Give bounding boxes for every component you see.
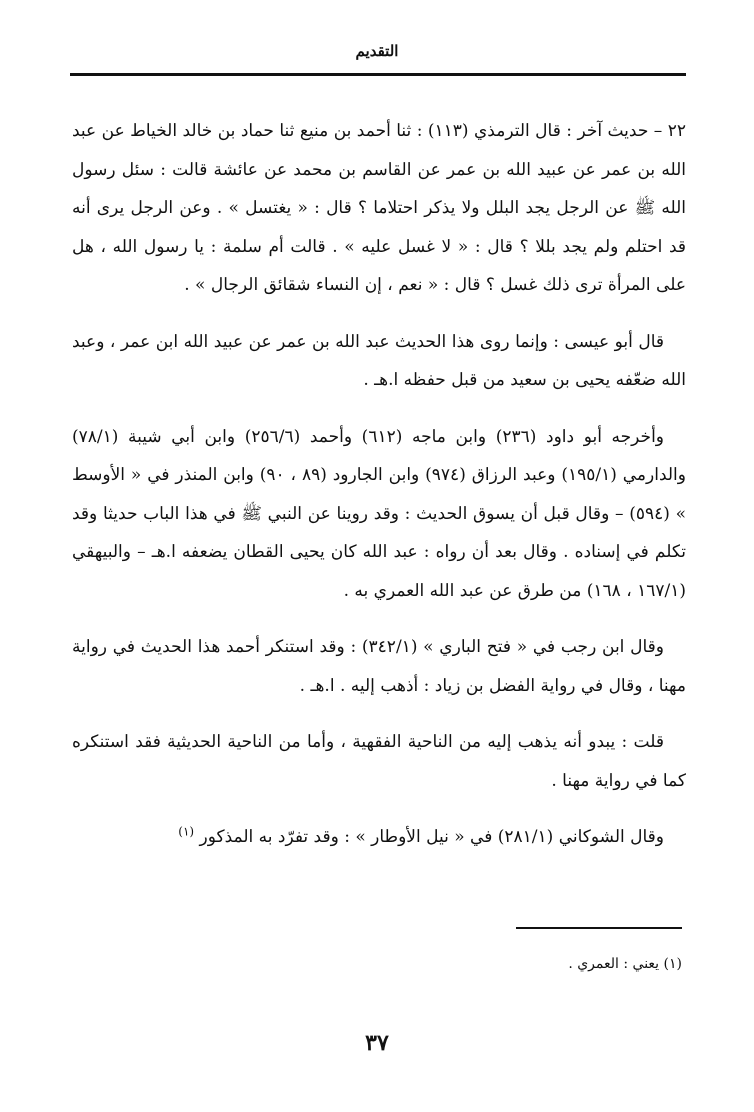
running-header: التقديم <box>355 42 399 60</box>
shawkani-text: وقال الشوكاني (٢٨١/١) في « نيل الأوطار » : وقد تفرّد به المذكور <box>199 827 664 847</box>
footnote-marker: (١) <box>178 824 195 839</box>
header-rule <box>70 73 686 76</box>
page-number: ٣٧ <box>365 1030 389 1056</box>
body-text <box>72 112 686 875</box>
footnote: (١) يعني : العمري . <box>568 956 682 972</box>
paragraph-shawkani <box>72 818 686 857</box>
paragraph-qultu: قلت : يبدو أنه يذهب إليه من الناحية الفقهية ، وأما من الناحية الحديثية فقد استنكره كما في رواية مهنا . <box>72 732 686 791</box>
footnote-rule <box>516 927 682 929</box>
paragraph-takhrij: وأخرجه أبو داود (٢٣٦) وابن ماجه (٦١٢) وأحمد (٢٥٦/٦) وابن أبي شيبة (٧٨/١) والدارمي (١٩٥/١) وعبد الرزاق (٩٧٤) وابن الجارود (٨٩ ، ٩٠) وابن المنذر في « الأوسط » (٥٩٤) – وقال قبل أن يسوق الحديث : وقد روينا عن النبي ﷺ في هذا الباب حديثا وقد تكلم في إسناده . وقال بعد أن رواه : عبد الله كان يحيى القطان يضعفه ا.هـ – والبيهقي (١٦٧/١ ، ١٦٨) من طرق عن عبد الله العمري به . <box>72 426 686 601</box>
paragraph-ibn-rajab: وقال ابن رجب في « فتح الباري » (٣٤٢/١) : وقد استنكر أحمد هذا الحديث في رواية مهنا ، وقال في رواية الفضل بن زياد : أذهب إليه . ا.هـ . <box>72 637 686 696</box>
paragraph-abu-isa: قال أبو عيسى : وإنما روى هذا الحديث عبد الله بن عمر عن عبيد الله ابن عمر ، وعبد الله ضعّفه يحيى بن سعيد من قبل حفظه ا.هـ . <box>72 331 686 390</box>
paragraph-hadith-22: ٢٢ – حديث آخر : قال الترمذي (١١٣) : ثنا أحمد بن منيع ثنا حماد بن خالد الخياط عن عبد الله بن عمر عن عبيد الله بن عمر عن القاسم بن محمد عن عائشة قالت : سئل رسول الله ﷺ عن الرجل يجد البلل ولا يذكر احتلاما ؟ قال : « يغتسل » . وعن الرجل يرى أنه قد احتلم ولم يجد بللا ؟ قال : « لا غسل عليه » . قالت أم سلمة : يا رسول الله ، هل على المرأة ترى ذلك غسل ؟ قال : « نعم ، إن النساء شقائق الرجال » . <box>72 121 686 295</box>
